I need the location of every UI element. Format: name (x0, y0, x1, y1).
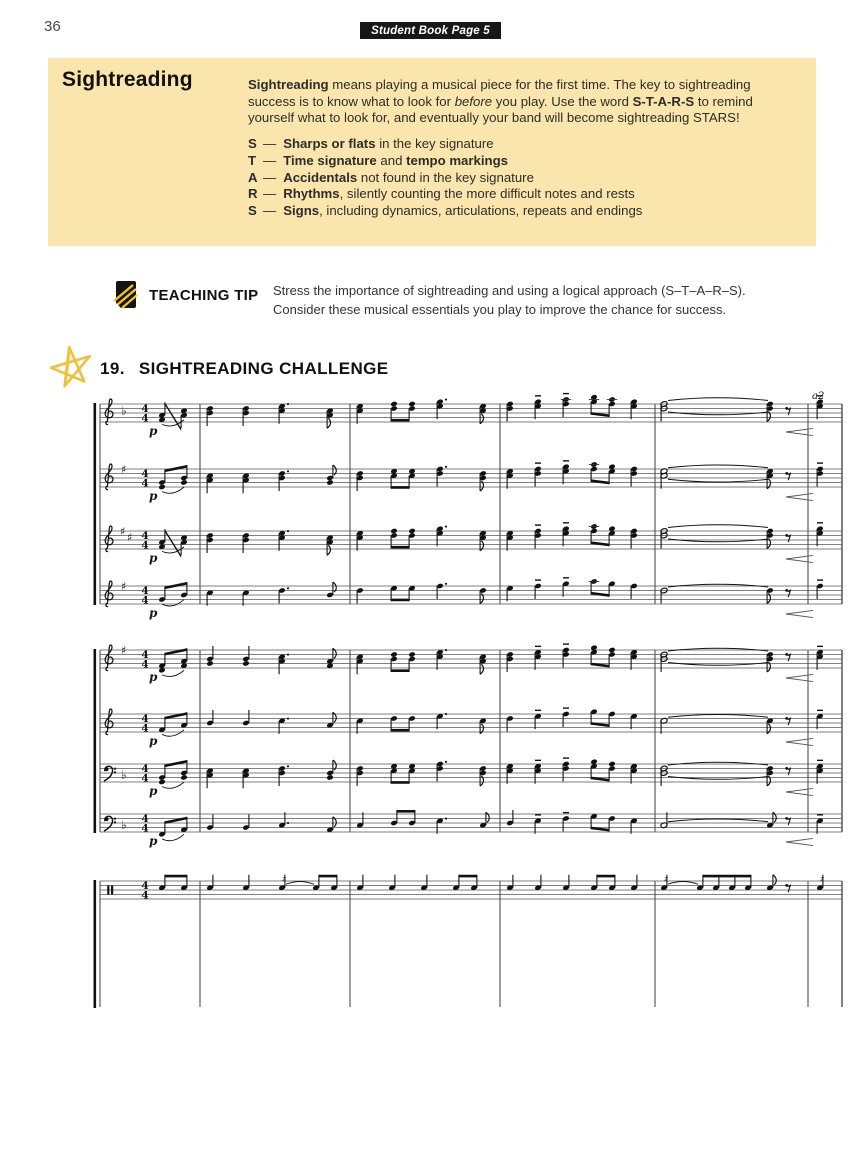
tenuto-mark (563, 757, 569, 758)
text-segment: tempo markings (406, 152, 508, 168)
tenuto-mark (563, 707, 569, 708)
percussion-clef-icon (111, 886, 113, 895)
time-signature: 4 (141, 713, 149, 725)
note-head (326, 774, 333, 780)
crescendo-hairpin (786, 428, 813, 435)
beam (165, 760, 187, 767)
exercise-title-row (100, 359, 388, 379)
beam (391, 486, 409, 489)
tie (668, 465, 768, 468)
roll-mark: z (664, 874, 668, 883)
tie (668, 882, 698, 885)
tenuto-mark (563, 577, 569, 578)
crescendo-hairpin (786, 788, 813, 795)
tenuto-mark (817, 579, 823, 580)
crescendo-hairpin (786, 610, 813, 617)
tenuto-mark (535, 814, 541, 815)
text-segment: Sightreading (248, 77, 329, 92)
stars-letter: T (248, 152, 257, 168)
score-canvas (0, 378, 864, 1078)
augmentation-dot (445, 398, 447, 400)
tie (668, 715, 768, 718)
crescendo-hairpin (786, 674, 813, 681)
augmentation-dot (445, 466, 447, 468)
teaching-tip (112, 280, 258, 310)
system-bracket (94, 403, 97, 605)
tie (668, 525, 768, 528)
beam (459, 875, 477, 878)
augmentation-dot (287, 765, 289, 767)
augmentation-dot (287, 587, 289, 589)
stars-item (248, 136, 642, 153)
score (0, 378, 864, 1078)
beam (391, 599, 409, 602)
time-signature: 4 (141, 477, 149, 490)
stars-item (248, 203, 642, 220)
text-segment: not found in the key signature (357, 169, 534, 185)
note-head (180, 479, 187, 485)
tenuto-mark (535, 760, 541, 761)
augmentation-dot (445, 761, 447, 763)
slur (162, 834, 184, 840)
stars-letter: A (248, 169, 258, 185)
bass-clef-icon (114, 771, 116, 773)
augmentation-dot (287, 653, 289, 655)
time-signature: 4 (141, 585, 149, 597)
text-segment: Accidentals (283, 169, 358, 185)
time-signature: 4 (141, 468, 149, 480)
dynamic-p: p (149, 551, 158, 565)
student-book-page-badge: Student Book Page 5 (360, 22, 501, 39)
beam (391, 729, 409, 732)
beam (391, 669, 409, 672)
percussion-clef-icon (107, 886, 109, 895)
slur (162, 730, 184, 736)
beam (591, 479, 609, 484)
tie (668, 819, 768, 822)
dynamic-p: p (149, 424, 158, 438)
augmentation-dot (287, 717, 289, 719)
treble-clef-icon (105, 399, 113, 425)
slur (162, 670, 184, 676)
sightreading-box (48, 58, 816, 246)
time-signature: 4 (141, 889, 149, 902)
stars-letter: S (248, 136, 257, 151)
crescendo-hairpin (786, 738, 813, 745)
teaching-tip-label: TEACHING TIP (149, 286, 259, 304)
dynamic-p: p (149, 734, 158, 748)
text-segment: and (376, 152, 407, 168)
crescendo-hairpin (786, 838, 813, 845)
tenuto-mark (817, 646, 823, 647)
treble-clef-icon (105, 581, 113, 607)
sightreading-paragraph (248, 77, 788, 127)
key-signature-sharp: ♯ (121, 580, 127, 593)
tenuto-mark (535, 710, 541, 711)
treble-clef-icon (105, 526, 113, 552)
text-segment: Signs (283, 203, 320, 219)
stars-item (248, 170, 642, 187)
stars-item (248, 186, 642, 203)
tenuto-mark (817, 462, 823, 463)
beam (165, 529, 181, 558)
augmentation-dot (445, 525, 447, 527)
text-segment: S-T-A-R-S (632, 93, 695, 109)
tenuto-mark (563, 812, 569, 813)
augmentation-dot (445, 817, 447, 819)
bass-clef-icon (114, 821, 116, 823)
augmentation-dot (445, 583, 447, 585)
a2-marking: a2 (812, 391, 825, 402)
augmentation-dot (445, 713, 447, 715)
dynamic-p: p (149, 606, 158, 620)
time-signature: 4 (141, 658, 149, 671)
text-segment: Sharps or flats (283, 136, 376, 151)
dash: — (263, 203, 277, 219)
teaching-tip-icon (112, 280, 139, 310)
text-segment: Rhythms (283, 186, 340, 202)
slur (162, 782, 184, 788)
crescendo-hairpin (786, 555, 813, 562)
stars-letter: R (248, 186, 258, 202)
beam (391, 781, 409, 784)
dash: — (263, 169, 277, 185)
system-bracket (94, 880, 97, 1008)
treble-clef-icon (105, 464, 113, 490)
tenuto-mark (817, 814, 823, 815)
tenuto-mark (563, 522, 569, 523)
tie (286, 882, 314, 885)
text-segment: in the key signature (375, 136, 494, 151)
stars-letter: S (248, 203, 257, 219)
time-signature: 4 (141, 539, 149, 552)
key-signature-sharp: ♯ (121, 463, 127, 476)
time-signature: 4 (141, 813, 149, 825)
beam (165, 582, 187, 589)
augmentation-dot (445, 649, 447, 651)
stars-list (248, 136, 642, 220)
roll-mark: z (820, 874, 824, 883)
crescendo-hairpin (786, 493, 813, 500)
note-head (206, 660, 213, 666)
beam (319, 875, 337, 878)
stars-item (248, 153, 642, 170)
key-signature-sharp: ♯ (121, 644, 127, 657)
time-signature: 4 (141, 594, 149, 607)
beam (397, 810, 415, 813)
augmentation-dot (287, 403, 289, 405)
beam (591, 592, 609, 597)
time-signature: 4 (141, 763, 149, 775)
key-signature-flat: ♭ (121, 818, 127, 832)
slur (162, 487, 184, 493)
beam (165, 402, 181, 431)
dynamic-p: p (149, 489, 158, 503)
tie (668, 479, 768, 482)
augmentation-dot (287, 530, 289, 532)
tenuto-mark (535, 395, 541, 396)
key-signature-flat: ♭ (121, 768, 127, 782)
system-bracket (94, 649, 97, 833)
time-signature: 4 (141, 880, 149, 892)
time-signature: 4 (141, 772, 149, 785)
sightreading-title: Sightreading (62, 68, 193, 91)
dash: — (263, 136, 277, 151)
dash: — (263, 152, 277, 168)
dash: — (263, 186, 277, 202)
text-segment: , including dynamics, articulations, repeats and endings (319, 203, 643, 219)
dynamic-p: p (149, 670, 158, 684)
stars-item-text (283, 136, 493, 153)
page-number: 36 (44, 18, 61, 35)
tenuto-mark (817, 522, 823, 523)
note-head (158, 779, 165, 785)
beam (703, 875, 751, 878)
beam (391, 546, 409, 549)
note-head (180, 774, 187, 780)
key-signature-sharp: ♯ (127, 531, 133, 544)
exercise-number: 19. (100, 359, 125, 378)
time-signature: 4 (141, 649, 149, 661)
stars-item-text (283, 186, 635, 203)
tie (668, 398, 768, 401)
time-signature: 4 (141, 403, 149, 415)
dynamic-p: p (149, 834, 158, 848)
treble-clef-icon (105, 709, 113, 735)
beam (165, 875, 187, 878)
tenuto-mark (563, 393, 569, 394)
bass-clef-icon (114, 768, 116, 770)
slur (162, 600, 184, 606)
beam (597, 875, 615, 878)
text-segment: to remind yourself what to look for, and eventually your band will become sightreading STARS! (248, 93, 753, 126)
roll-mark: z (282, 874, 286, 883)
tenuto-mark (535, 646, 541, 647)
time-signature: 4 (141, 822, 149, 835)
note-head (158, 484, 165, 490)
note-head (242, 660, 249, 666)
dynamic-p: p (149, 784, 158, 798)
text-segment: Time signature (283, 152, 377, 168)
bass-clef-icon (114, 818, 116, 820)
tenuto-mark (817, 710, 823, 711)
stars-item-text (283, 170, 534, 187)
note-head (326, 479, 333, 485)
beam (165, 465, 187, 472)
stars-item-text (283, 153, 508, 170)
augmentation-dot (287, 822, 289, 824)
text-segment: , silently counting the more difficult notes and rests (339, 186, 635, 202)
text-segment: before (454, 93, 493, 109)
tenuto-mark (535, 579, 541, 580)
text-segment: you play. Use the word (492, 93, 633, 109)
tenuto-mark (563, 643, 569, 644)
tenuto-mark (563, 460, 569, 461)
tenuto-mark (817, 760, 823, 761)
time-signature: 4 (141, 530, 149, 542)
beam (591, 541, 609, 546)
tenuto-mark (535, 462, 541, 463)
treble-clef-icon (105, 645, 113, 671)
teaching-tip-text: Stress the importance of sightreading and using a logical approach (S–T–A–R–S). Consider these musical essentials you play to improve the chance for success. (273, 283, 746, 317)
stars-item-text (283, 203, 642, 220)
exercise-title: SIGHTREADING CHALLENGE (138, 359, 389, 378)
key-signature-sharp: ♯ (120, 525, 126, 538)
text-segment: means playing a musical piece for the first time. The key to sightreading success is to know what to look for (248, 77, 751, 109)
time-signature: 4 (141, 412, 149, 425)
augmentation-dot (287, 470, 289, 472)
beam (391, 419, 409, 422)
time-signature: 4 (141, 722, 149, 735)
key-signature-flat: ♭ (121, 404, 127, 418)
tenuto-mark (535, 524, 541, 525)
